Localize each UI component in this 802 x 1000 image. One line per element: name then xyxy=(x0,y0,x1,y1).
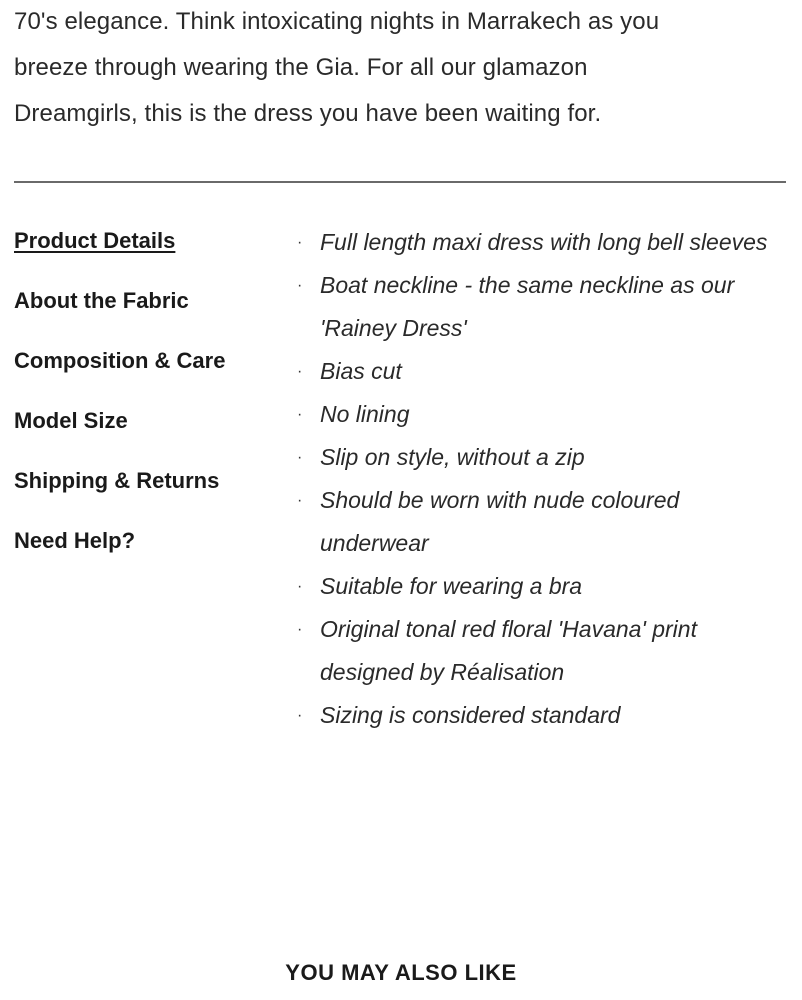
list-item xyxy=(293,221,773,264)
list-item xyxy=(293,436,773,479)
tab-about-the-fabric[interactable]: About the Fabric xyxy=(14,288,189,313)
detail-text: Bias cut xyxy=(320,358,402,384)
detail-text: Full length maxi dress with long bell sleeves xyxy=(320,229,768,255)
bullet-icon: · xyxy=(297,492,303,509)
bullet-icon: · xyxy=(297,406,303,423)
detail-text: No lining xyxy=(320,401,410,427)
bullet-icon: · xyxy=(297,578,303,595)
list-item xyxy=(293,350,773,393)
bullet-icon: · xyxy=(297,449,303,466)
detail-text: Sizing is considered standard xyxy=(320,702,621,728)
bullet-icon: · xyxy=(297,234,303,251)
tab-product-details[interactable]: Product Details xyxy=(14,228,176,253)
detail-text: Suitable for wearing a bra xyxy=(320,573,583,599)
list-item xyxy=(293,479,773,565)
bullet-icon: · xyxy=(297,277,303,294)
bullet-icon: · xyxy=(297,621,303,638)
description-line: 70's elegance. Think intoxicating nights in Marrakech as you xyxy=(14,8,660,35)
detail-text: Should be worn with nude coloured underwear xyxy=(320,487,680,556)
list-item xyxy=(293,565,773,608)
product-description xyxy=(14,0,789,138)
tab-model-size[interactable]: Model Size xyxy=(14,408,128,433)
tab-composition-care[interactable]: Composition & Care xyxy=(14,348,226,373)
list-item xyxy=(293,694,773,737)
list-item xyxy=(293,608,773,694)
tab-shipping-returns[interactable]: Shipping & Returns xyxy=(14,468,220,493)
description-line: breeze through wearing the Gia. For all our glamazon xyxy=(14,54,588,81)
product-details-list xyxy=(293,221,773,737)
detail-text: Original tonal red floral 'Havana' print designed by Réalisation xyxy=(320,616,697,685)
bullet-icon: · xyxy=(297,363,303,380)
description-line: Dreamgirls, this is the dress you have been waiting for. xyxy=(14,100,602,127)
bullet-icon: · xyxy=(297,707,303,724)
tab-need-help[interactable]: Need Help? xyxy=(14,528,136,553)
list-item xyxy=(293,264,773,350)
section-divider xyxy=(14,181,786,183)
product-info-tabs xyxy=(14,226,284,586)
you-may-also-like-heading: YOU MAY ALSO LIKE xyxy=(285,960,517,985)
detail-text: Slip on style, without a zip xyxy=(320,444,585,470)
detail-text: Boat neckline - the same neckline as our 'Rainey Dress' xyxy=(320,272,735,341)
list-item xyxy=(293,393,773,436)
